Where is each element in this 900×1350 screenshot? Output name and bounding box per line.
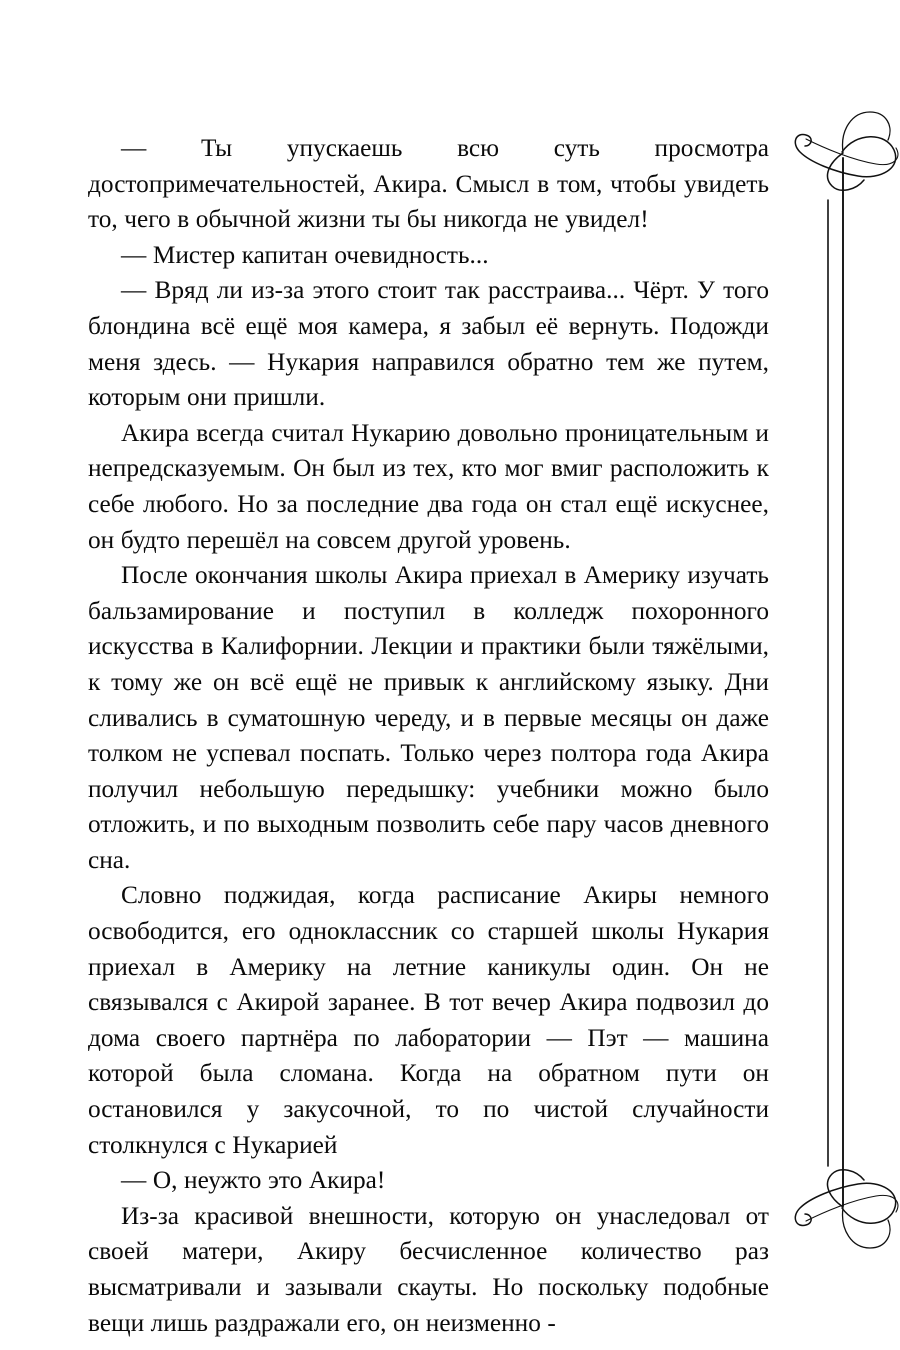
bottom-flourish-icon bbox=[795, 1170, 898, 1248]
paragraph: — Мистер капитан очевидность... bbox=[121, 240, 489, 269]
paragraph: Акира всегда считал Нукарию довольно проницательным и непредсказуемым. Он был из тех, кто мог вмиг расположить к себе любого. Но за последние два года он стал ещё искуснее, он будто перешёл на совсем другой уровень. bbox=[88, 418, 769, 554]
paragraph: Из-за красивой внешности, которую он унаследовал от своей матери, Акиру бесчисленное количество раз высматривали и зазывали скауты. Но поскольку подобные вещи лишь раздражали его, он неизменно - bbox=[88, 1201, 769, 1337]
paragraph: — Ты упускаешь всю суть просмотра достопримечательностей, Акира. Смысл в том, чтобы увидеть то, чего в обычной жизни ты бы никогда не увидел! bbox=[88, 134, 769, 234]
paragraph: — Вряд ли из-за этого стоит так расстраива... Чёрт. У того блондина всё ещё моя камера, я забыл её вернуть. Подожди меня здесь. — Нукария направился обратно тем же путем, которым они пришли. bbox=[88, 276, 769, 412]
paragraph: После окончания школы Акира приехал в Америку изучать бальзамирование и поступил в колледж похоронного искусства в Калифорнии. Лекции и практики были тяжёлыми, к тому же он всё ещё не привык к английскому языку. Дни сливались в суматошную череду, и в первые месяцы он даже толком не успевал поспать. Только через полтора года Акира получил небольшую передышку: учебники можно было отложить, и по выходным позволить себе пару часов дневного сна. bbox=[88, 561, 769, 874]
top-flourish-icon bbox=[795, 112, 898, 190]
paragraph: — О, неужто это Акира! bbox=[121, 1166, 386, 1195]
flourish-rule-icon bbox=[760, 60, 900, 1300]
margin-ornament bbox=[760, 60, 900, 1300]
paragraph: Словно поджидая, когда расписание Акиры немного освободится, его одноклассник со старшей школы Нукария приехал в Америку на летние каникулы один. Он не связывался с Акирой заранее. В тот вечер Акира подвозил до дома своего партнёра по лаборатории — Пэт — машина которой была сломана. Когда на обратном пути он остановился у закусочной, то по чистой случайности столкнулся с Нукарией bbox=[88, 881, 769, 1159]
body-text-column bbox=[88, 131, 769, 1341]
